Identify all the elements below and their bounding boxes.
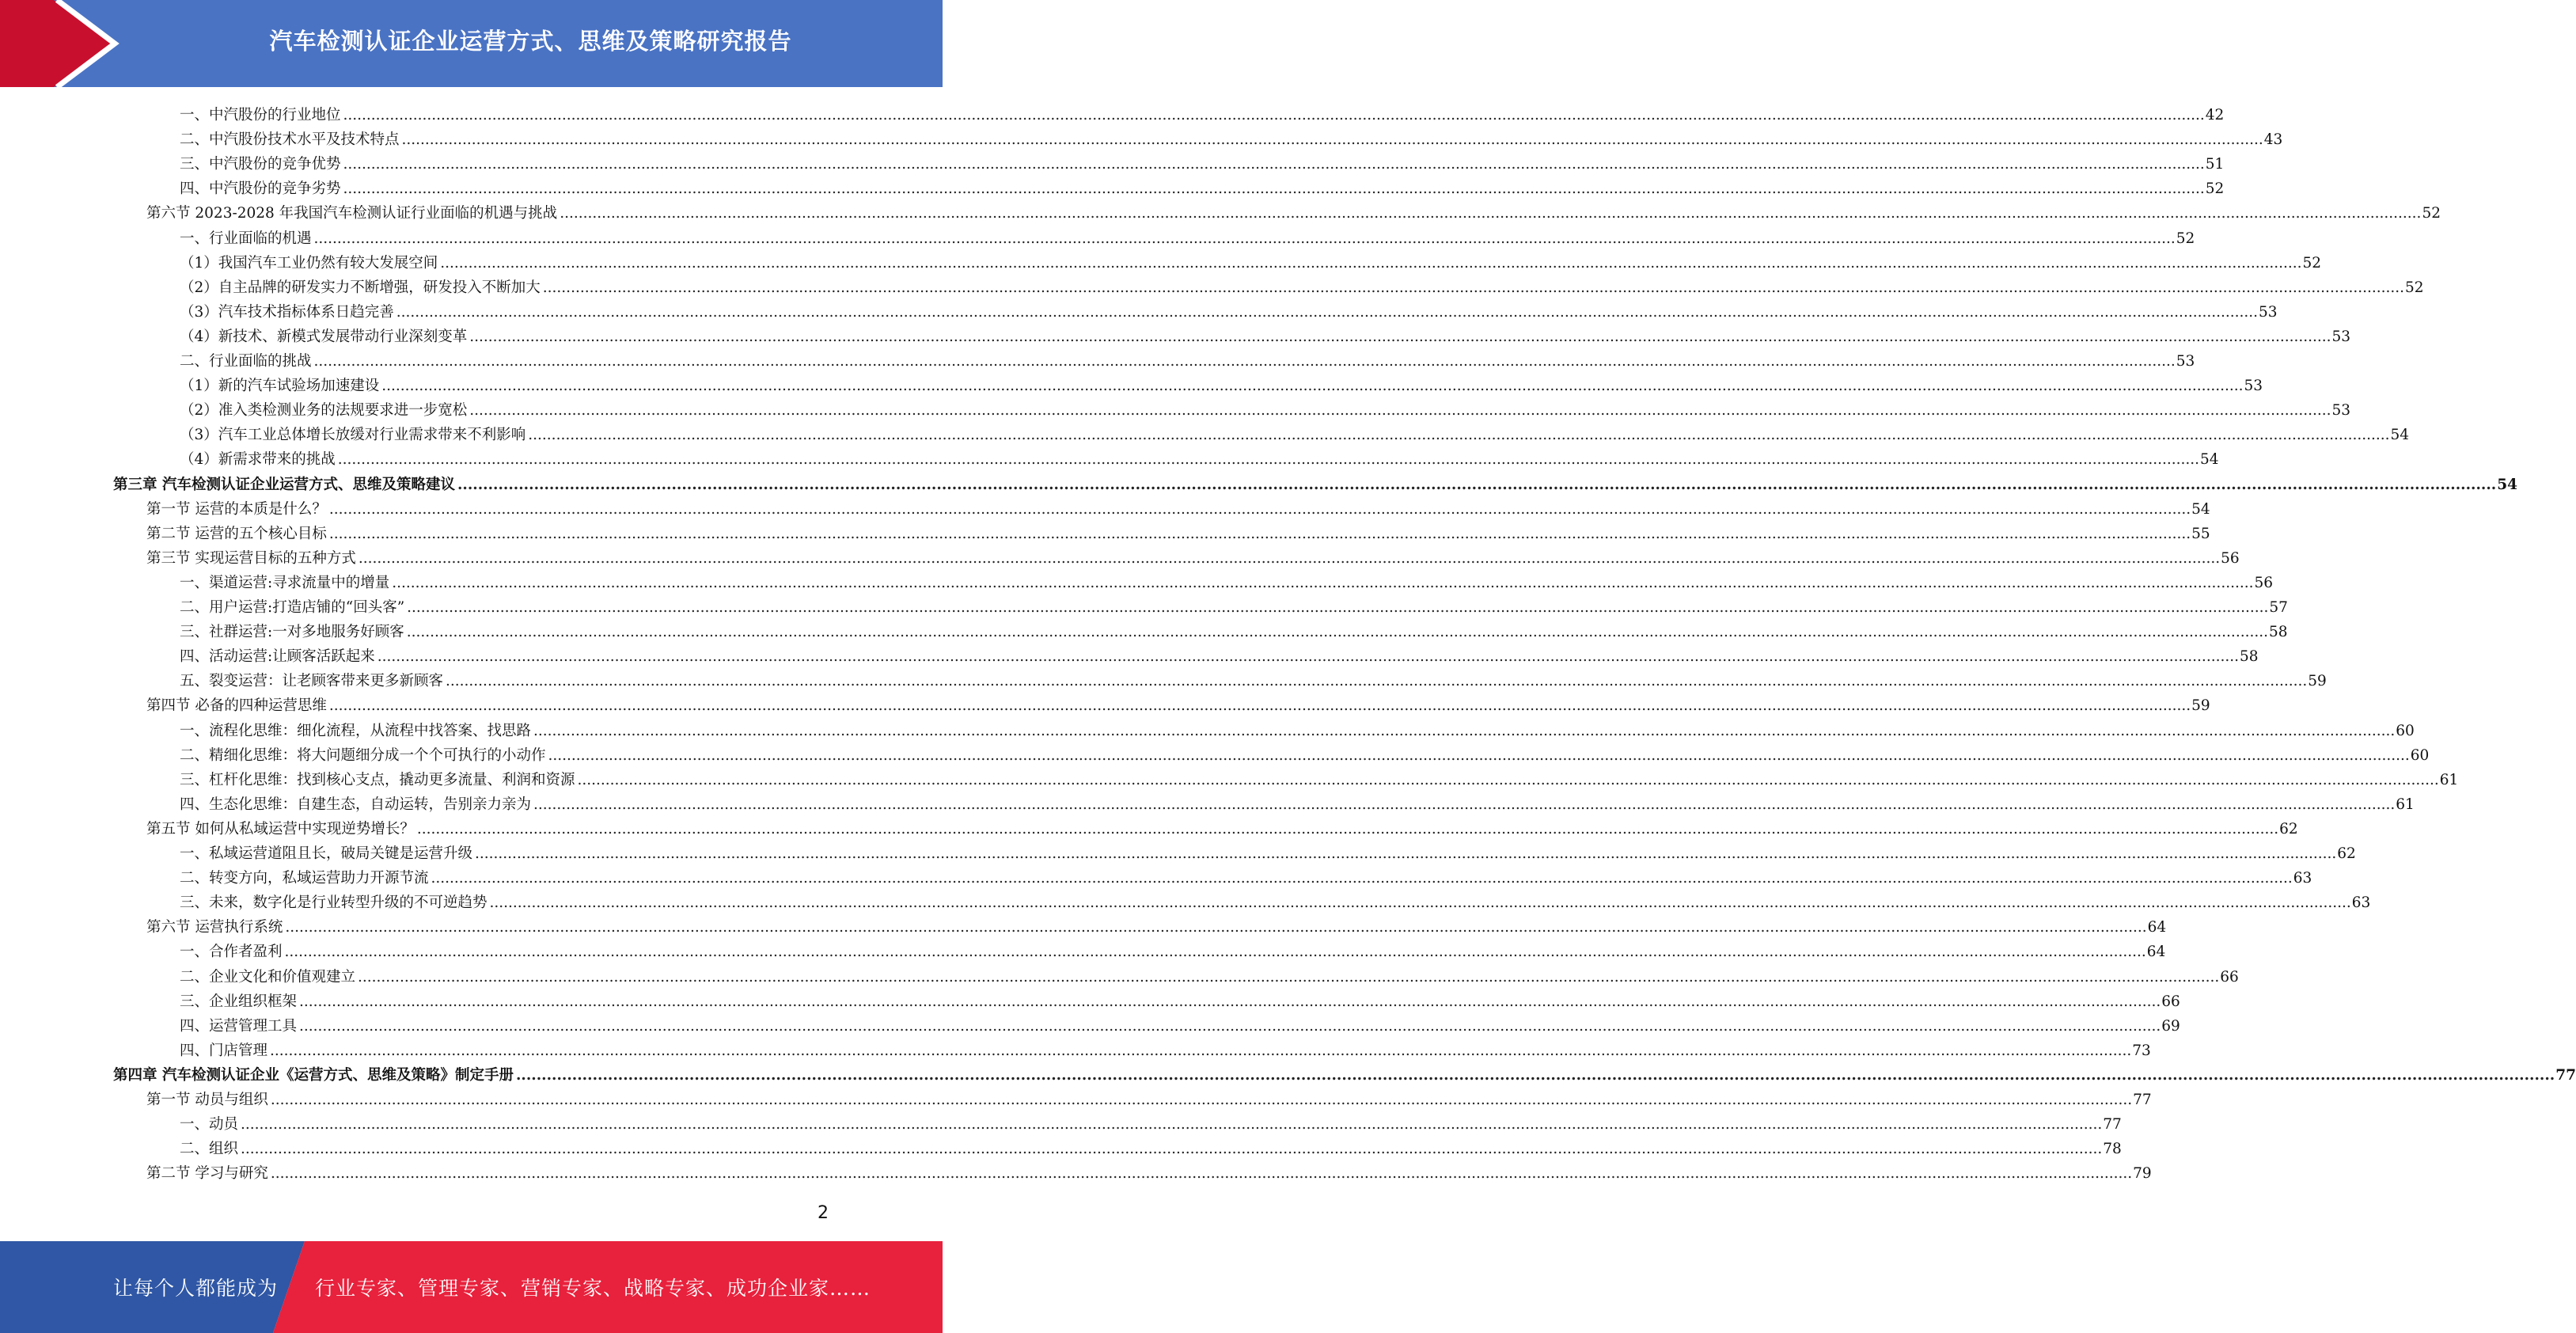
toc-leader-dots: ................................................................................................................................................................................................................................................................................................................................................................................................................ xyxy=(446,673,2308,690)
toc-leader-dots: ................................................................................................................................................................................................................................................................................................................................................................................................................ xyxy=(343,156,2205,173)
toc-page-number: 79 xyxy=(2133,1165,2152,1183)
toc-leader-dots: ................................................................................................................................................................................................................................................................................................................................................................................................................ xyxy=(328,697,2191,715)
toc-entry-title: （4）新需求带来的挑战 xyxy=(180,451,336,469)
toc-leader-dots: ................................................................................................................................................................................................................................................................................................................................................................................................................ xyxy=(313,230,2176,247)
footer-slogan-right: 行业专家、管理专家、营销专家、战略专家、成功企业家…… xyxy=(315,1277,871,1300)
toc-leader-dots: ................................................................................................................................................................................................................................................................................................................................................................................................................ xyxy=(528,427,2390,444)
toc-leader-dots: ................................................................................................................................................................................................................................................................................................................................................................................................................ xyxy=(533,796,2396,813)
toc-page-number: 53 xyxy=(2331,402,2351,420)
toc-entry-title: 第六节 2023-2028 年我国汽车检测认证行业面临的机遇与挑战 xyxy=(146,205,558,222)
toc-subsection-entry[interactable] xyxy=(180,617,2288,642)
toc-subsection-entry[interactable] xyxy=(180,1012,2180,1036)
toc-leader-dots: ................................................................................................................................................................................................................................................................................................................................................................................................................ xyxy=(377,648,2239,666)
toc-page-number: 61 xyxy=(2396,796,2415,813)
toc-page-number: 77 xyxy=(2133,1092,2152,1108)
toc-subsection-entry[interactable] xyxy=(180,888,2371,913)
toc-entry-title: 二、企业文化和价值观建立 xyxy=(180,968,356,986)
toc-entry-title: （2）自主品牌的研发实力不断增强，研发投入不断加大 xyxy=(180,279,541,296)
toc-page-number: 54 xyxy=(2390,427,2410,444)
toc-entry-title: 四、门店管理 xyxy=(180,1042,268,1059)
toc-page-number: 66 xyxy=(2161,993,2180,1010)
toc-leader-dots: ................................................................................................................................................................................................................................................................................................................................................................................................................ xyxy=(440,254,2302,272)
toc-page-number: 59 xyxy=(2191,697,2210,715)
toc-leader-dots: ................................................................................................................................................................................................................................................................................................................................................................................................................ xyxy=(407,599,2269,616)
toc-entry-title: 一、渠道运营:寻求流量中的增量 xyxy=(180,574,390,591)
toc-entry-title: 第五节 如何从私域运营中实现逆势增长？ xyxy=(146,820,415,837)
toc-leader-dots: ................................................................................................................................................................................................................................................................................................................................................................................................................ xyxy=(469,328,2331,345)
toc-subsection-entry[interactable] xyxy=(180,716,2415,741)
toc-subsection-entry[interactable] xyxy=(180,101,2225,125)
toc-page-number: 56 xyxy=(2254,574,2274,591)
toc-page-number: 53 xyxy=(2331,328,2351,345)
page-footer xyxy=(0,1241,943,1333)
toc-subsection-entry[interactable] xyxy=(180,224,2195,249)
toc-page-number: 52 xyxy=(2405,279,2424,296)
toc-entry-title: （3）汽车技术指标体系日趋完善 xyxy=(180,303,394,321)
toc-page-number: 43 xyxy=(2263,131,2283,149)
toc-entry-title: 二、中汽股份技术水平及技术特点 xyxy=(180,131,400,149)
toc-page-number: 52 xyxy=(2302,254,2322,272)
toc-section-entry[interactable] xyxy=(146,495,2210,519)
report-title: 汽车检测认证企业运营方式、思维及策略研究报告 xyxy=(269,27,792,55)
toc-leader-dots: ................................................................................................................................................................................................................................................................................................................................................................................................................ xyxy=(313,353,2176,370)
toc-entry-title: 三、未来，数字化是行业转型升级的不可逆趋势 xyxy=(180,894,488,912)
toc-leader-dots: ................................................................................................................................................................................................................................................................................................................................................................................................................ xyxy=(469,402,2331,420)
toc-entry-title: 第一节 动员与组织 xyxy=(146,1092,268,1108)
toc-page-number: 55 xyxy=(2191,525,2210,542)
toc-entry-title: （1）我国汽车工业仍然有较大发展空间 xyxy=(180,254,438,272)
toc-subsection-entry[interactable] xyxy=(180,1036,2151,1061)
toc-page-number: 61 xyxy=(2439,771,2459,788)
toc-section-entry[interactable] xyxy=(146,199,2441,223)
toc-subsection-entry[interactable] xyxy=(180,347,2195,371)
toc-subsection-entry[interactable] xyxy=(180,963,2239,987)
toc-page-number: 53 xyxy=(2244,378,2263,395)
toc-subsection-entry[interactable] xyxy=(180,790,2415,815)
toc-leader-dots: ................................................................................................................................................................................................................................................................................................................................................................................................................ xyxy=(533,722,2396,739)
toc-section-entry[interactable] xyxy=(146,913,2167,937)
toc-subsection-entry[interactable] xyxy=(180,568,2274,593)
toc-entry-title: 第一节 运营的本质是什么？ xyxy=(146,500,327,518)
toc-page-number: 77 xyxy=(2555,1066,2576,1084)
toc-entry-title: 二、转变方向，私域运营助力开源节流 xyxy=(180,870,429,887)
toc-page-number: 54 xyxy=(2191,500,2210,518)
toc-subsection-entry[interactable] xyxy=(180,125,2283,150)
toc-subsection-entry[interactable] xyxy=(180,150,2225,174)
toc-entry-title: 一、合作者盈利 xyxy=(180,944,283,961)
toc-leader-dots: ................................................................................................................................................................................................................................................................................................................................................................................................................ xyxy=(560,205,2422,222)
toc-leader-dots: ................................................................................................................................................................................................................................................................................................................................................................................................................ xyxy=(358,968,2220,986)
toc-page-number: 62 xyxy=(2279,820,2298,837)
toc-leader-dots: ................................................................................................................................................................................................................................................................................................................................................................................................................ xyxy=(284,944,2146,961)
toc-entry-title: 一、私域运营道阻且长，破局关键是运营升级 xyxy=(180,845,473,862)
toc-leader-dots: ................................................................................................................................................................................................................................................................................................................................................................................................................ xyxy=(431,870,2293,887)
toc-leader-dots: ................................................................................................................................................................................................................................................................................................................................................................................................................ xyxy=(406,624,2268,641)
toc-leader-dots: ................................................................................................................................................................................................................................................................................................................................................................................................................ xyxy=(270,1165,2133,1183)
toc-page-number: 63 xyxy=(2293,870,2312,887)
toc-leader-dots: ................................................................................................................................................................................................................................................................................................................................................................................................................ xyxy=(548,746,2410,764)
toc-section-entry[interactable] xyxy=(146,1085,2152,1110)
toc-page-number: 73 xyxy=(2132,1042,2151,1059)
toc-page-number: 62 xyxy=(2337,845,2356,862)
toc-page-number: 56 xyxy=(2221,549,2240,567)
toc-subsection-entry[interactable] xyxy=(180,322,2351,347)
toc-subsection-entry[interactable] xyxy=(180,174,2225,199)
toc-subsection-entry[interactable] xyxy=(180,396,2351,420)
toc-subsection-entry[interactable] xyxy=(180,1134,2122,1159)
toc-leader-dots: ................................................................................................................................................................................................................................................................................................................................................................................................................ xyxy=(489,894,2351,912)
toc-entry-title: 二、精细化思维：将大问题细分成一个个可执行的小动作 xyxy=(180,746,546,764)
toc-page-number: 52 xyxy=(2422,205,2441,222)
toc-subsection-entry[interactable] xyxy=(180,642,2259,666)
toc-leader-dots: ................................................................................................................................................................................................................................................................................................................................................................................................................ xyxy=(270,1092,2133,1108)
toc-subsection-entry[interactable] xyxy=(180,273,2424,298)
toc-page-number: 51 xyxy=(2205,156,2225,173)
toc-subsection-entry[interactable] xyxy=(180,298,2278,322)
toc-page-number: 52 xyxy=(2176,230,2195,247)
toc-page-number: 66 xyxy=(2220,968,2239,986)
toc-leader-dots: ................................................................................................................................................................................................................................................................................................................................................................................................................ xyxy=(475,845,2337,862)
toc-leader-dots: ................................................................................................................................................................................................................................................................................................................................................................................................................ xyxy=(577,771,2439,788)
toc-section-entry[interactable] xyxy=(146,544,2240,568)
toc-subsection-entry[interactable] xyxy=(180,420,2410,445)
toc-subsection-entry[interactable] xyxy=(180,666,2327,691)
toc-entry-title: 三、企业组织框架 xyxy=(180,993,298,1010)
page-number: 2 xyxy=(818,1203,829,1223)
toc-entry-title: 第六节 运营执行系统 xyxy=(146,919,283,936)
toc-subsection-entry[interactable] xyxy=(180,371,2263,396)
toc-leader-dots: ................................................................................................................................................................................................................................................................................................................................................................................................................ xyxy=(299,993,2161,1010)
toc-page-number: 53 xyxy=(2176,353,2195,370)
toc-leader-dots: ................................................................................................................................................................................................................................................................................................................................................................................................................ xyxy=(241,1116,2103,1134)
toc-entry-title: （1）新的汽车试验场加速建设 xyxy=(180,378,380,395)
toc-leader-dots: ................................................................................................................................................................................................................................................................................................................................................................................................................ xyxy=(299,1017,2161,1035)
toc-subsection-entry[interactable] xyxy=(180,839,2356,864)
toc-entry-title: （2）准入类检测业务的法规要求进一步宽松 xyxy=(180,402,468,420)
toc-page-number: 78 xyxy=(2103,1141,2122,1158)
toc-entry-title: 一、中汽股份的行业地位 xyxy=(180,107,341,123)
toc-chapter-entry[interactable] xyxy=(113,1061,2576,1085)
toc-page-number: 58 xyxy=(2268,624,2288,641)
toc-leader-dots: ................................................................................................................................................................................................................................................................................................................................................................................................................ xyxy=(381,378,2244,395)
toc-leader-dots: ................................................................................................................................................................................................................................................................................................................................................................................................................ xyxy=(270,1042,2132,1059)
toc-entry-title: 二、组织 xyxy=(180,1141,239,1158)
toc-leader-dots: ................................................................................................................................................................................................................................................................................................................................................................................................................ xyxy=(416,820,2279,837)
toc-page-number: 64 xyxy=(2146,944,2166,961)
toc-page-number: 57 xyxy=(2269,599,2288,616)
toc-entry-title: 第二节 学习与研究 xyxy=(146,1165,268,1183)
toc-entry-title: （3）汽车工业总体增长放缓对行业需求带来不利影响 xyxy=(180,427,526,444)
toc-leader-dots: ................................................................................................................................................................................................................................................................................................................................................................................................................ xyxy=(343,107,2205,123)
toc-entry-title: 一、行业面临的机遇 xyxy=(180,230,312,247)
toc-section-entry[interactable] xyxy=(146,519,2210,544)
toc-entry-title: 二、用户运营:打造店铺的“回头客” xyxy=(180,599,405,616)
toc-entry-title: 五、裂变运营：让老顾客带来更多新顾客 xyxy=(180,673,444,690)
toc-leader-dots: ................................................................................................................................................................................................................................................................................................................................................................................................................ xyxy=(542,279,2405,296)
toc-entry-title: 四、活动运营:让顾客活跃起来 xyxy=(180,648,375,666)
toc-page-number: 53 xyxy=(2259,303,2278,321)
toc-entry-title: 三、社群运营:一对多地服务好顾客 xyxy=(180,624,404,641)
toc-leader-dots: ................................................................................................................................................................................................................................................................................................................................................................................................................ xyxy=(358,549,2221,567)
toc-entry-title: 四、运营管理工具 xyxy=(180,1017,298,1035)
toc-section-entry[interactable] xyxy=(146,1159,2152,1183)
toc-entry-title: 二、行业面临的挑战 xyxy=(180,353,312,370)
toc-subsection-entry[interactable] xyxy=(180,741,2430,765)
toc-subsection-entry[interactable] xyxy=(180,445,2219,469)
toc-entry-title: 第四章 汽车检测认证企业《运营方式、思维及策略》制定手册 xyxy=(113,1066,514,1084)
toc-subsection-entry[interactable] xyxy=(180,1110,2122,1134)
toc-entry-title: 三、中汽股份的竞争优势 xyxy=(180,156,341,173)
toc-leader-dots: ................................................................................................................................................................................................................................................................................................................................................................................................................ xyxy=(457,476,2497,493)
toc-leader-dots: ................................................................................................................................................................................................................................................................................................................................................................................................................ xyxy=(241,1141,2103,1158)
toc-page-number: 77 xyxy=(2103,1116,2122,1134)
toc-page-number: 54 xyxy=(2497,476,2517,493)
toc-page-number: 58 xyxy=(2239,648,2259,666)
toc-subsection-entry[interactable] xyxy=(180,249,2322,273)
toc-leader-dots: ................................................................................................................................................................................................................................................................................................................................................................................................................ xyxy=(328,525,2191,542)
toc-subsection-entry[interactable] xyxy=(180,937,2166,962)
toc-leader-dots: ................................................................................................................................................................................................................................................................................................................................................................................................................ xyxy=(337,451,2200,469)
toc-leader-dots: ................................................................................................................................................................................................................................................................................................................................................................................................................ xyxy=(285,919,2147,936)
toc-page-number: 63 xyxy=(2351,894,2371,912)
toc-leader-dots: ................................................................................................................................................................................................................................................................................................................................................................................................................ xyxy=(343,180,2205,198)
toc-entry-title: 三、杠杆化思维：找到核心支点，撬动更多流量、利润和资源 xyxy=(180,771,575,788)
toc-leader-dots: ................................................................................................................................................................................................................................................................................................................................................................................................................ xyxy=(328,500,2191,518)
toc-subsection-entry[interactable] xyxy=(180,593,2288,617)
toc-entry-title: 第三章 汽车检测认证企业运营方式、思维及策略建议 xyxy=(113,476,455,493)
toc-section-entry[interactable] xyxy=(146,815,2298,839)
toc-page-number: 54 xyxy=(2200,451,2219,469)
toc-entry-title: 一、流程化思维：细化流程，从流程中找答案、找思路 xyxy=(180,722,532,739)
toc-section-entry[interactable] xyxy=(146,691,2210,716)
toc-entry-title: 第二节 运营的五个核心目标 xyxy=(146,525,327,542)
toc-page-number: 42 xyxy=(2205,107,2225,123)
toc-entry-title: 一、动员 xyxy=(180,1116,239,1134)
page-header xyxy=(0,0,943,87)
toc-entry-title: 第三节 实现运营目标的五种方式 xyxy=(146,549,356,567)
toc-entry-title: 四、生态化思维：自建生态，自动运转，告别亲力亲为 xyxy=(180,796,532,813)
toc-page-number: 64 xyxy=(2147,919,2167,936)
toc-leader-dots: ................................................................................................................................................................................................................................................................................................................................................................................................................ xyxy=(515,1066,2555,1084)
toc-page-number: 52 xyxy=(2205,180,2225,198)
toc-entry-title: （4）新技术、新模式发展带动行业深刻变革 xyxy=(180,328,468,345)
toc-chapter-entry[interactable] xyxy=(113,470,2517,495)
footer-slogan-left: 让每个人都能成为 xyxy=(113,1277,279,1300)
toc-page-number: 60 xyxy=(2396,722,2415,739)
toc-subsection-entry[interactable] xyxy=(180,987,2180,1012)
toc-page-number: 69 xyxy=(2161,1017,2180,1035)
toc-entry-title: 第四节 必备的四种运营思维 xyxy=(146,697,327,715)
toc-entry-title: 四、中汽股份的竞争劣势 xyxy=(180,180,341,198)
toc-page-number: 60 xyxy=(2410,746,2430,764)
toc-leader-dots: ................................................................................................................................................................................................................................................................................................................................................................................................................ xyxy=(392,574,2254,591)
toc-subsection-entry[interactable] xyxy=(180,864,2312,888)
toc-leader-dots: ................................................................................................................................................................................................................................................................................................................................................................................................................ xyxy=(396,303,2259,321)
toc-page-number: 59 xyxy=(2308,673,2327,690)
toc-subsection-entry[interactable] xyxy=(180,765,2459,790)
toc-leader-dots: ................................................................................................................................................................................................................................................................................................................................................................................................................ xyxy=(401,131,2263,149)
